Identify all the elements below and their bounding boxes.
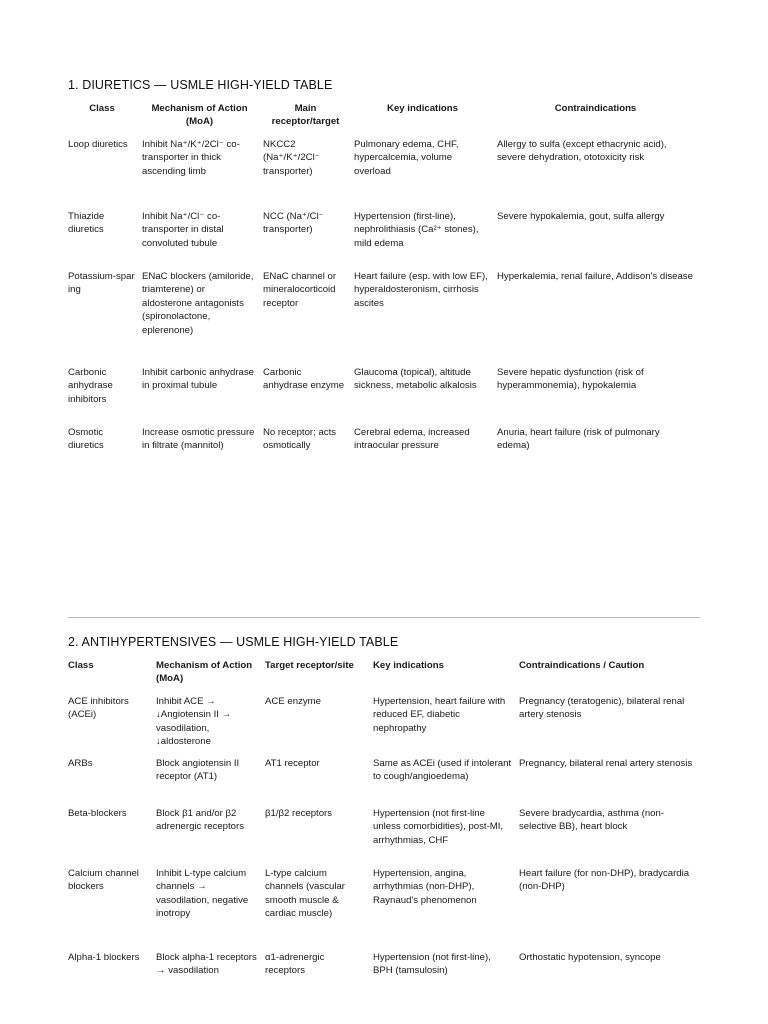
cell-target: L-type calcium channels (vascular smooth muscle & cardiac muscle) (265, 868, 345, 920)
cell-contraindications: Severe bradycardia, asthma (non-selective BB), heart block (519, 808, 665, 833)
cell-target: Carbonic anhydrase enzyme (263, 367, 345, 392)
cell-class: Carbonic anhydrase inhibitors (68, 367, 113, 405)
cell-indications: Hypertension, angina, arrhythmias (non-DHP), Raynaud's phenomenon (373, 868, 477, 906)
cell-contraindications: Severe hypokalemia, gout, sulfa allergy (497, 211, 665, 222)
table-header-row (68, 659, 700, 695)
header-moa: Mechanism of Action (MoA) (151, 103, 248, 128)
diuretics-table (68, 102, 700, 474)
header-moa: Mechanism of Action (MoA) (156, 660, 253, 685)
header-contraindications: Contraindications / Caution (519, 660, 645, 671)
header-class: Class (68, 660, 94, 671)
header-indications: Key indications (373, 660, 444, 671)
antihypertensives-table (68, 659, 700, 995)
cell-moa: ENaC blockers (amiloride, triamterene) or aldosterone antagonists (spironolactone, eplerenone) (142, 271, 254, 336)
table-row (68, 951, 700, 995)
cell-contraindications: Heart failure (for non-DHP), bradycardia (non-DHP) (519, 868, 690, 893)
cell-moa: Inhibit Na⁺/K⁺/2Cl⁻ co-transporter in thick ascending limb (142, 139, 240, 177)
cell-class: Loop diuretics (68, 139, 128, 150)
cell-moa: Increase osmotic pressure in filtrate (mannitol) (142, 427, 255, 452)
cell-indications: Pulmonary edema, CHF, hypercalcemia, volume overload (354, 139, 459, 177)
header-target: Target receptor/site (265, 660, 354, 671)
header-indications: Key indications (387, 103, 458, 114)
cell-indications: Hypertension (not first-line), BPH (tamsulosin) (373, 952, 491, 977)
table-header-row (68, 102, 700, 138)
cell-class: Alpha-1 blockers (68, 952, 140, 963)
antihypertensives-section (68, 635, 700, 995)
diuretics-section (68, 78, 700, 474)
cell-target: AT1 receptor (265, 758, 320, 769)
table-row (68, 695, 700, 757)
cell-class: ARBs (68, 758, 93, 769)
cell-indications: Hypertension (first-line), nephrolithiasis (Ca²⁺ stones), mild edema (354, 211, 479, 249)
cell-class: Osmotic diuretics (68, 427, 104, 452)
cell-contraindications: Hyperkalemia, renal failure, Addison's disease (497, 271, 693, 282)
section-divider (68, 617, 700, 618)
cell-target: NKCC2 (Na⁺/K⁺/2Cl⁻ transporter) (263, 139, 320, 177)
cell-target: ACE enzyme (265, 696, 321, 707)
cell-moa: Inhibit Na⁺/Cl⁻ co-transporter in distal convoluted tubule (142, 211, 224, 249)
cell-class: Thiazide diuretics (68, 211, 105, 236)
cell-contraindications: Allergy to sulfa (except ethacrynic acid), severe dehydration, ototoxicity risk (497, 139, 667, 164)
cell-indications: Same as ACEi (used if intolerant to cough/angioedema) (373, 758, 512, 783)
cell-indications: Heart failure (esp. with low EF), hyperaldosteronism, cirrhosis ascites (354, 271, 488, 309)
table-row (68, 210, 700, 270)
table-row (68, 867, 700, 951)
cell-moa: Inhibit ACE → ↓Angiotensin II → vasodilation, ↓aldosterone (156, 696, 232, 748)
table-row (68, 426, 700, 474)
cell-contraindications: Pregnancy (teratogenic), bilateral renal artery stenosis (519, 696, 685, 721)
header-target: Main receptor/target (271, 103, 340, 128)
table-row (68, 807, 700, 867)
table-row (68, 757, 700, 807)
header-class: Class (89, 103, 115, 114)
cell-contraindications: Pregnancy, bilateral renal artery stenosis (519, 758, 693, 769)
cell-moa: Block β1 and/or β2 adrenergic receptors (156, 808, 244, 833)
cell-contraindications: Severe hepatic dysfunction (risk of hyperammonemia), hypokalemia (497, 367, 644, 392)
cell-target: No receptor; acts osmotically (263, 427, 337, 452)
cell-indications: Hypertension (not first-line unless comorbidities), post-MI, arrhythmias, CHF (373, 808, 504, 846)
table-row (68, 270, 700, 366)
cell-contraindications: Anuria, heart failure (risk of pulmonary edema) (497, 427, 660, 452)
diuretics-title: 1. DIURETICS — USMLE HIGH-YIELD TABLE (68, 78, 333, 92)
cell-moa: Block angiotensin II receptor (AT1) (156, 758, 240, 783)
cell-target: β1/β2 receptors (265, 808, 333, 819)
cell-class: ACE inhibitors (ACEi) (68, 696, 129, 721)
table-row (68, 366, 700, 426)
cell-moa: Inhibit L-type calcium channels → vasodilation, negative inotropy (156, 868, 249, 920)
cell-target: α1-adrenergic receptors (265, 952, 325, 977)
cell-target: NCC (Na⁺/Cl⁻ transporter) (263, 211, 324, 236)
cell-class: Calcium channel blockers (68, 868, 139, 893)
cell-indications: Glaucoma (topical), altitude sickness, metabolic alkalosis (354, 367, 477, 392)
cell-moa: Inhibit carbonic anhydrase in proximal tubule (142, 367, 254, 392)
header-contraindications: Contraindications (554, 103, 637, 114)
cell-moa: Block alpha-1 receptors → vasodilation (156, 952, 257, 977)
cell-class: Beta-blockers (68, 808, 127, 819)
cell-indications: Hypertension, heart failure with reduced EF, diabetic nephropathy (373, 696, 506, 734)
cell-contraindications: Orthostatic hypotension, syncope (519, 952, 661, 963)
antihypertensives-title: 2. ANTIHYPERTENSIVES — USMLE HIGH-YIELD TABLE (68, 635, 399, 649)
table-row (68, 138, 700, 210)
cell-indications: Cerebral edema, increased intraocular pressure (354, 427, 470, 452)
cell-target: ENaC channel or mineralocorticoid receptor (263, 271, 337, 309)
cell-class: Potassium-sparing (68, 271, 135, 296)
